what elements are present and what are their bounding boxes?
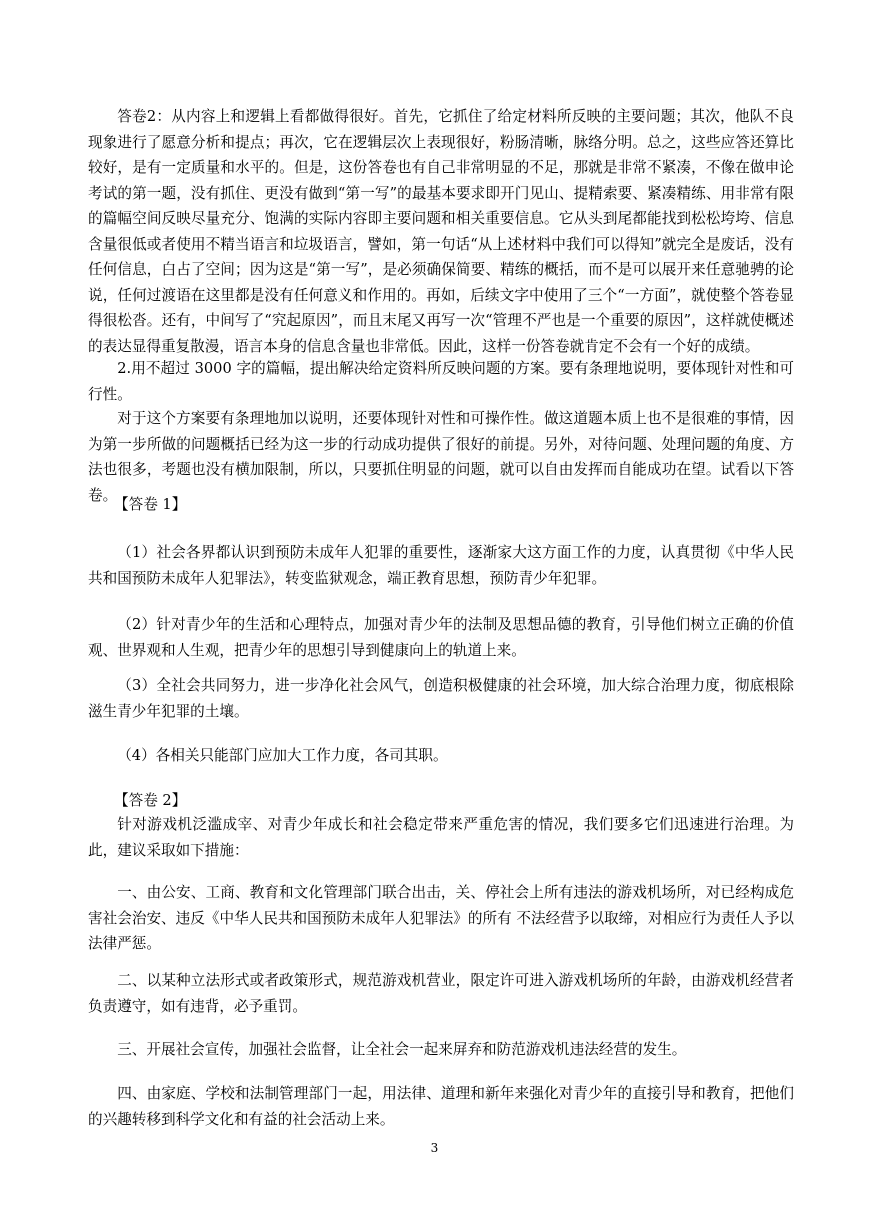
answer2-commentary-paragraph: 答卷2：从内容上和逻辑上看都做得很好。首先，它抓住了给定材料所反映的主要问题；其次，他队不良现象进行了愿意分析和提点；再次，它在逻辑层次上表现很好，粉肠清晰，脉络分明。总之，这些应答还算比较好，是有一定质量和水平的。但是，这份答卷也有自己非常明显的不足，那就是非常不紧凑，不像在做申论考试的第一题，没有抓住、更没有做到“第一写”的最基本要求即开门见山、提精索要、紧凑精练、用非常有限的篇幅空间反映尽量充分、饱满的实际内容即主要问题和相关重要信息。它从头到尾都能找到松松垮垮、信息含量很低或者使用不精当语言和垃圾语言，譬如，第一句话“从上述材料中我们可以得知”就完全是废话，没有任何信息，白占了空间；因为这是“第一写”，是必须确保简要、精练的概括，而不是可以展开来任意驰骋的论说，任何过渡语在这里都是没有任何意义和作用的。再如，后续文字中使用了三个“一方面”，就使整个答卷显得很松沓。还有，中间写了“究起原因”，而且末尾又再写一次“管理不严也是一个重要的原因”，这样就使概述的表达显得重复散漫，语言本身的信息含量也非常低。因此，这样一份答卷就肯定不会有一个好的成绩。 [88,108,794,355]
answer1-heading: 【答卷 1】 [114,496,187,513]
answer2-item-1: 一、由公安、工商、教育和文化管理部门联合出击，关、停社会上所有违法的游戏机场所，对已经构成危害社会治安、违反《中华人民共和国预防未成年人犯罪法》的所有 不法经营予以取缔，对相应行为责任人予以法律严惩。 [88,884,794,952]
answer2-item-3: 三、开展社会宣传，加强社会监督，让全社会一起来屏弃和防范游戏机违法经营的发生。 [117,1041,687,1058]
answer2-item-4: 四、由家庭、学校和法制管理部门一起，用法律、道理和新年来强化对青少年的直接引导和教育，把他们的兴趣转移到科学文化和有益的社会活动上来。 [88,1085,794,1128]
question2-paragraph: 2.用不超过 3000 字的篇幅，提出解决给定资料所反映问题的方案。要有条理地说明，要体现针对性和可行性。 [88,360,794,403]
question2-commentary-paragraph: 对于这个方案要有条理地加以说明，还要体现针对性和可操作性。做这道题本质上也不是很难的事情，因为第一步所做的问题概括已经为这一步的行动成功提供了很好的前提。另外，对待问题、处理问题的角度、方法也很多，考题也没有横加限制，所以，只要抓住明显的问题，就可以自由发挥而自能成功在望。试看以下答卷。 [88,410,794,504]
answer2-item-2: 二、以某种立法形式或者政策形式，规范游戏机营业，限定许可进入游戏机场所的年龄，由游戏机经营者负责遵守，如有违背，必予重罚。 [88,972,794,1015]
answer1-item-4: （4）各相关只能部门应加大工作力度，各司其职。 [117,747,448,764]
page-number: 3 [430,1141,439,1155]
answer1-item-2: （2）针对青少年的生活和心理特点，加强对青少年的法制及思想品德的教育，引导他们树立正确的价值观、世界观和人生观，把青少年的思想引导到健康向上的轨道上来。 [88,616,794,659]
answer1-item-3: （3）全社会共同努力，进一步净化社会风气，创造积极健康的社会环境，加大综合治理力度，彻底根除滋生青少年犯罪的土壤。 [88,677,794,720]
answer2-intro: 针对游戏机泛滥成宰、对青少年成长和社会稳定带来严重危害的情况，我们要多它们迅速进行治理。为此，建议采取如下措施： [88,816,794,859]
answer2-heading: 【答卷 2】 [114,792,187,809]
answer1-item-1: （1）社会各界都认识到预防未成年人犯罪的重要性，逐渐家大这方面工作的力度，认真贯彻《中华人民共和国预防未成年人犯罪法》，转变监狱观念，端正教育思想，预防青少年犯罪。 [88,544,794,587]
